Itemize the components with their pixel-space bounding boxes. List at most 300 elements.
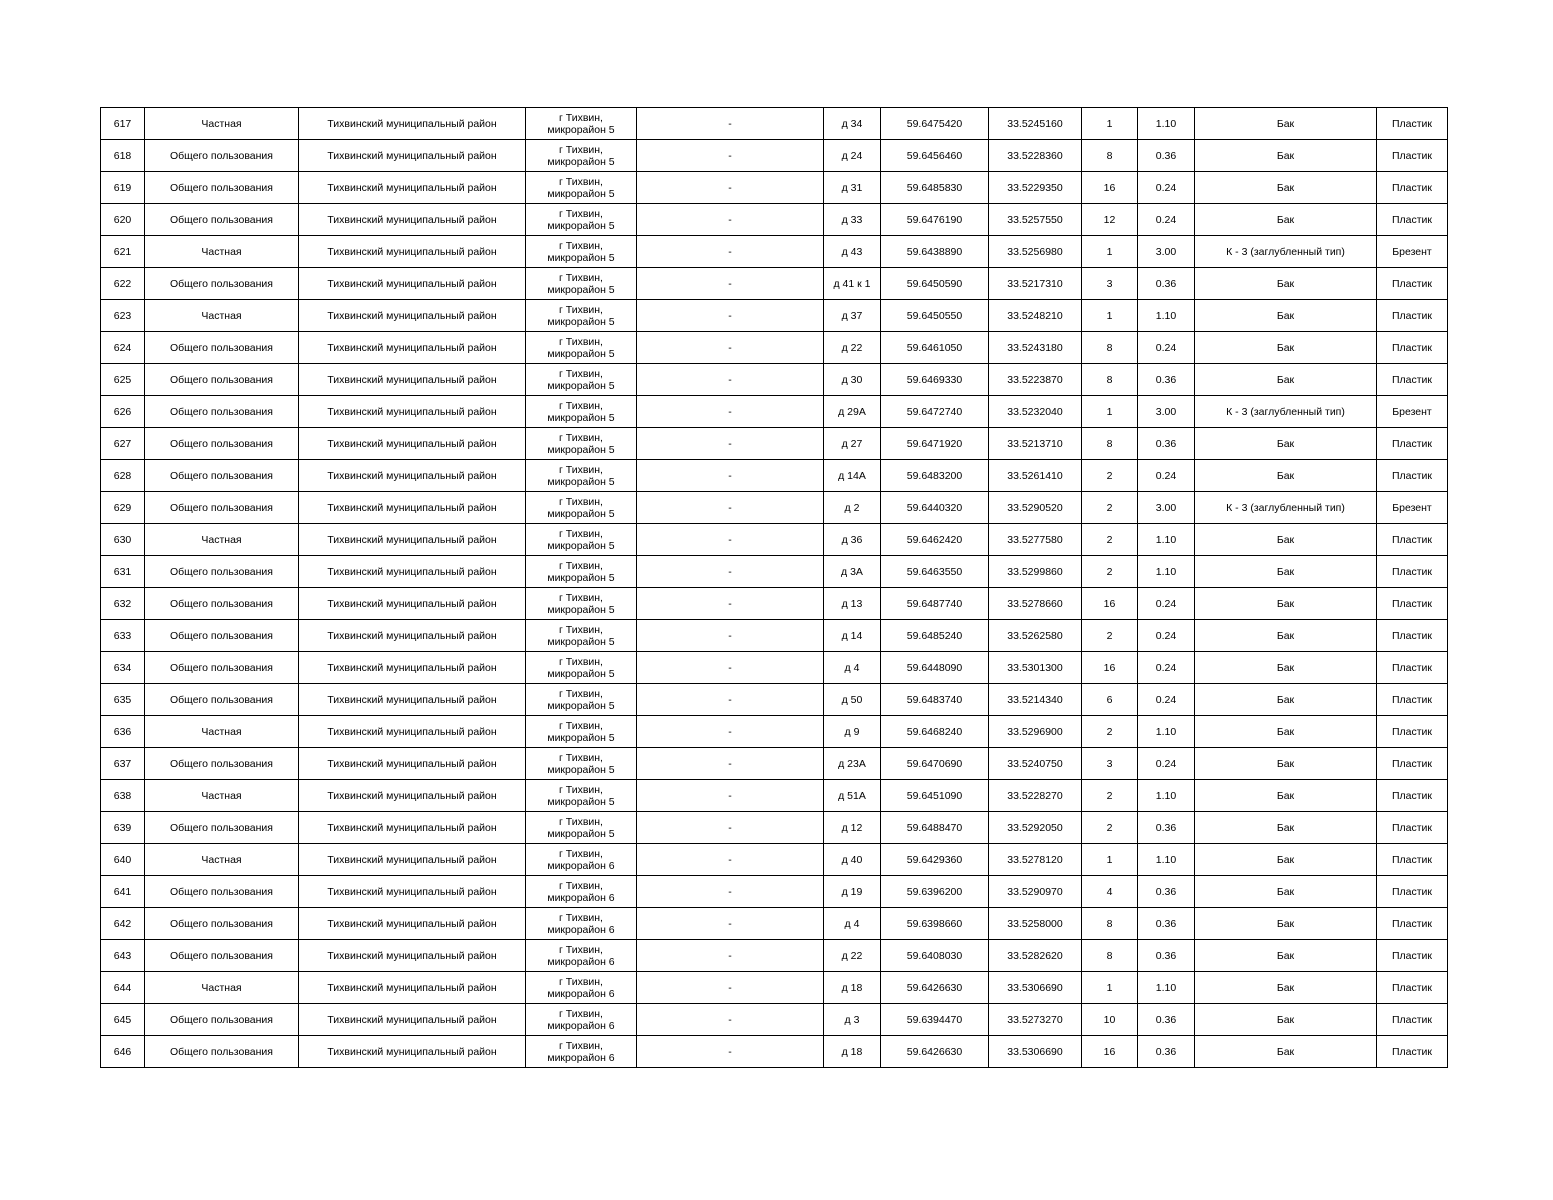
longitude-cell: 33.5214340	[989, 684, 1082, 716]
latitude-cell: 59.6483740	[881, 684, 989, 716]
locality-cell	[526, 940, 637, 972]
house-cell: д 36	[824, 524, 881, 556]
container-volume-cell: 1.10	[1138, 108, 1195, 140]
container-volume-cell: 0.24	[1138, 332, 1195, 364]
latitude-cell: 59.6488470	[881, 812, 989, 844]
container-count-cell: 2	[1082, 812, 1138, 844]
longitude-cell: 33.5261410	[989, 460, 1082, 492]
street-cell: -	[637, 364, 824, 396]
container-volume-cell: 0.24	[1138, 652, 1195, 684]
longitude-cell: 33.5243180	[989, 332, 1082, 364]
locality-cell	[526, 236, 637, 268]
container-count-cell: 8	[1082, 364, 1138, 396]
container-type-cell: Бак	[1195, 652, 1377, 684]
locality-microdistrict: микрорайон 5	[547, 155, 615, 168]
row-number-cell: 618	[101, 140, 145, 172]
row-number-cell: 631	[101, 556, 145, 588]
longitude-cell: 33.5256980	[989, 236, 1082, 268]
container-material-cell: Брезент	[1377, 236, 1448, 268]
latitude-cell: 59.6487740	[881, 588, 989, 620]
district-cell: Тихвинский муниципальный район	[299, 940, 526, 972]
longitude-cell: 33.5296900	[989, 716, 1082, 748]
locality-city: г Тихвин,	[559, 815, 603, 828]
longitude-cell: 33.5290970	[989, 876, 1082, 908]
latitude-cell: 59.6476190	[881, 204, 989, 236]
locality-city: г Тихвин,	[559, 143, 603, 156]
longitude-cell: 33.5301300	[989, 652, 1082, 684]
locality-microdistrict: микрорайон 5	[547, 635, 615, 648]
container-material-cell: Пластик	[1377, 684, 1448, 716]
container-type-cell: Бак	[1195, 588, 1377, 620]
locality-cell	[526, 780, 637, 812]
latitude-cell: 59.6475420	[881, 108, 989, 140]
locality-microdistrict: микрорайон 5	[547, 347, 615, 360]
house-cell: д 14А	[824, 460, 881, 492]
locality-cell	[526, 268, 637, 300]
row-number-cell: 619	[101, 172, 145, 204]
locality-cell	[526, 364, 637, 396]
container-type-cell: Бак	[1195, 620, 1377, 652]
container-volume-cell: 0.36	[1138, 908, 1195, 940]
container-type-cell: Бак	[1195, 332, 1377, 364]
locality-microdistrict: микрорайон 5	[547, 315, 615, 328]
locality-microdistrict: микрорайон 6	[547, 891, 615, 904]
table-row	[101, 716, 1448, 748]
container-material-cell: Брезент	[1377, 492, 1448, 524]
locality-microdistrict: микрорайон 5	[547, 411, 615, 424]
row-number-cell: 638	[101, 780, 145, 812]
longitude-cell: 33.5277580	[989, 524, 1082, 556]
house-cell: д 9	[824, 716, 881, 748]
container-type-cell: Бак	[1195, 876, 1377, 908]
container-count-cell: 2	[1082, 556, 1138, 588]
district-cell: Тихвинский муниципальный район	[299, 652, 526, 684]
longitude-cell: 33.5217310	[989, 268, 1082, 300]
row-number-cell: 629	[101, 492, 145, 524]
container-material-cell: Пластик	[1377, 972, 1448, 1004]
latitude-cell: 59.6469330	[881, 364, 989, 396]
container-count-cell: 1	[1082, 972, 1138, 1004]
locality-microdistrict: микрорайон 5	[547, 379, 615, 392]
locality-cell	[526, 748, 637, 780]
house-cell: д 18	[824, 972, 881, 1004]
district-cell: Тихвинский муниципальный район	[299, 876, 526, 908]
locality-cell	[526, 812, 637, 844]
street-cell: -	[637, 460, 824, 492]
container-count-cell: 1	[1082, 300, 1138, 332]
container-volume-cell: 0.36	[1138, 1036, 1195, 1068]
locality-cell	[526, 620, 637, 652]
site-type-cell: Частная	[145, 236, 299, 268]
latitude-cell: 59.6470690	[881, 748, 989, 780]
container-material-cell: Пластик	[1377, 620, 1448, 652]
district-cell: Тихвинский муниципальный район	[299, 716, 526, 748]
latitude-cell: 59.6450590	[881, 268, 989, 300]
locality-microdistrict: микрорайон 5	[547, 283, 615, 296]
container-volume-cell: 1.10	[1138, 844, 1195, 876]
table-row	[101, 812, 1448, 844]
street-cell: -	[637, 556, 824, 588]
table-row	[101, 332, 1448, 364]
locality-cell	[526, 204, 637, 236]
house-cell: д 4	[824, 908, 881, 940]
container-material-cell: Пластик	[1377, 844, 1448, 876]
street-cell: -	[637, 428, 824, 460]
house-cell: д 12	[824, 812, 881, 844]
table-row	[101, 556, 1448, 588]
locality-city: г Тихвин,	[559, 943, 603, 956]
locality-cell	[526, 140, 637, 172]
locality-cell	[526, 972, 637, 1004]
table-row	[101, 1004, 1448, 1036]
locality-city: г Тихвин,	[559, 1007, 603, 1020]
district-cell: Тихвинский муниципальный район	[299, 140, 526, 172]
table-row	[101, 204, 1448, 236]
street-cell: -	[637, 140, 824, 172]
locality-cell	[526, 460, 637, 492]
longitude-cell: 33.5232040	[989, 396, 1082, 428]
container-volume-cell: 0.36	[1138, 940, 1195, 972]
row-number-cell: 640	[101, 844, 145, 876]
site-type-cell: Общего пользования	[145, 1036, 299, 1068]
district-cell: Тихвинский муниципальный район	[299, 268, 526, 300]
row-number-cell: 624	[101, 332, 145, 364]
house-cell: д 27	[824, 428, 881, 460]
latitude-cell: 59.6429360	[881, 844, 989, 876]
street-cell: -	[637, 300, 824, 332]
locality-city: г Тихвин,	[559, 495, 603, 508]
locality-cell	[526, 844, 637, 876]
container-material-cell: Пластик	[1377, 1036, 1448, 1068]
row-number-cell: 627	[101, 428, 145, 460]
row-number-cell: 643	[101, 940, 145, 972]
table-row	[101, 652, 1448, 684]
district-cell: Тихвинский муниципальный район	[299, 332, 526, 364]
locality-cell	[526, 588, 637, 620]
house-cell: д 3	[824, 1004, 881, 1036]
longitude-cell: 33.5240750	[989, 748, 1082, 780]
container-type-cell: Бак	[1195, 908, 1377, 940]
container-count-cell: 16	[1082, 588, 1138, 620]
table-row	[101, 524, 1448, 556]
row-number-cell: 644	[101, 972, 145, 1004]
locality-microdistrict: микрорайон 5	[547, 731, 615, 744]
locality-city: г Тихвин,	[559, 399, 603, 412]
row-number-cell: 623	[101, 300, 145, 332]
longitude-cell: 33.5258000	[989, 908, 1082, 940]
container-material-cell: Пластик	[1377, 556, 1448, 588]
locality-city: г Тихвин,	[559, 271, 603, 284]
locality-microdistrict: микрорайон 5	[547, 603, 615, 616]
locality-city: г Тихвин,	[559, 239, 603, 252]
container-count-cell: 2	[1082, 524, 1138, 556]
street-cell: -	[637, 844, 824, 876]
locality-cell	[526, 908, 637, 940]
locality-cell	[526, 300, 637, 332]
site-type-cell: Общего пользования	[145, 364, 299, 396]
site-type-cell: Общего пользования	[145, 428, 299, 460]
table-row	[101, 140, 1448, 172]
container-volume-cell: 0.36	[1138, 876, 1195, 908]
container-sites-table	[100, 107, 1448, 1068]
street-cell: -	[637, 524, 824, 556]
container-material-cell: Пластик	[1377, 300, 1448, 332]
table-row	[101, 620, 1448, 652]
container-count-cell: 8	[1082, 940, 1138, 972]
container-count-cell: 2	[1082, 780, 1138, 812]
district-cell: Тихвинский муниципальный район	[299, 844, 526, 876]
locality-city: г Тихвин,	[559, 783, 603, 796]
container-count-cell: 12	[1082, 204, 1138, 236]
locality-cell	[526, 1036, 637, 1068]
container-material-cell: Пластик	[1377, 588, 1448, 620]
district-cell: Тихвинский муниципальный район	[299, 1004, 526, 1036]
locality-city: г Тихвин,	[559, 1039, 603, 1052]
locality-microdistrict: микрорайон 6	[547, 1051, 615, 1064]
locality-city: г Тихвин,	[559, 367, 603, 380]
container-type-cell: Бак	[1195, 300, 1377, 332]
district-cell: Тихвинский муниципальный район	[299, 908, 526, 940]
house-cell: д 51А	[824, 780, 881, 812]
container-type-cell: Бак	[1195, 524, 1377, 556]
latitude-cell: 59.6438890	[881, 236, 989, 268]
container-volume-cell: 0.24	[1138, 588, 1195, 620]
site-type-cell: Частная	[145, 716, 299, 748]
locality-city: г Тихвин,	[559, 687, 603, 700]
locality-cell	[526, 556, 637, 588]
house-cell: д 41 к 1	[824, 268, 881, 300]
row-number-cell: 639	[101, 812, 145, 844]
district-cell: Тихвинский муниципальный район	[299, 300, 526, 332]
container-volume-cell: 3.00	[1138, 396, 1195, 428]
locality-city: г Тихвин,	[559, 751, 603, 764]
longitude-cell: 33.5228360	[989, 140, 1082, 172]
longitude-cell: 33.5278660	[989, 588, 1082, 620]
longitude-cell: 33.5262580	[989, 620, 1082, 652]
district-cell: Тихвинский муниципальный район	[299, 684, 526, 716]
row-number-cell: 634	[101, 652, 145, 684]
container-count-cell: 8	[1082, 332, 1138, 364]
container-type-cell: Бак	[1195, 972, 1377, 1004]
table-row	[101, 172, 1448, 204]
container-material-cell: Пластик	[1377, 716, 1448, 748]
site-type-cell: Общего пользования	[145, 556, 299, 588]
locality-cell	[526, 428, 637, 460]
locality-city: г Тихвин,	[559, 847, 603, 860]
container-type-cell: К - 3 (заглубленный тип)	[1195, 396, 1377, 428]
street-cell: -	[637, 652, 824, 684]
locality-microdistrict: микрорайон 5	[547, 123, 615, 136]
street-cell: -	[637, 876, 824, 908]
street-cell: -	[637, 748, 824, 780]
locality-microdistrict: микрорайон 5	[547, 699, 615, 712]
latitude-cell: 59.6462420	[881, 524, 989, 556]
house-cell: д 33	[824, 204, 881, 236]
locality-microdistrict: микрорайон 5	[547, 475, 615, 488]
row-number-cell: 620	[101, 204, 145, 236]
table-row	[101, 268, 1448, 300]
container-count-cell: 1	[1082, 236, 1138, 268]
container-type-cell: Бак	[1195, 844, 1377, 876]
container-type-cell: Бак	[1195, 1036, 1377, 1068]
street-cell: -	[637, 684, 824, 716]
container-material-cell: Пластик	[1377, 268, 1448, 300]
container-material-cell: Пластик	[1377, 812, 1448, 844]
locality-cell	[526, 876, 637, 908]
container-material-cell: Пластик	[1377, 204, 1448, 236]
container-type-cell: Бак	[1195, 204, 1377, 236]
locality-city: г Тихвин,	[559, 719, 603, 732]
district-cell: Тихвинский муниципальный район	[299, 972, 526, 1004]
row-number-cell: 617	[101, 108, 145, 140]
container-type-cell: Бак	[1195, 684, 1377, 716]
district-cell: Тихвинский муниципальный район	[299, 204, 526, 236]
house-cell: д 40	[824, 844, 881, 876]
district-cell: Тихвинский муниципальный район	[299, 236, 526, 268]
table-row	[101, 684, 1448, 716]
locality-microdistrict: микрорайон 6	[547, 987, 615, 1000]
house-cell: д 3А	[824, 556, 881, 588]
container-count-cell: 1	[1082, 396, 1138, 428]
site-type-cell: Общего пользования	[145, 140, 299, 172]
street-cell: -	[637, 972, 824, 1004]
house-cell: д 43	[824, 236, 881, 268]
house-cell: д 23А	[824, 748, 881, 780]
latitude-cell: 59.6440320	[881, 492, 989, 524]
container-material-cell: Пластик	[1377, 172, 1448, 204]
container-type-cell: Бак	[1195, 812, 1377, 844]
container-type-cell: Бак	[1195, 748, 1377, 780]
container-volume-cell: 0.36	[1138, 268, 1195, 300]
longitude-cell: 33.5213710	[989, 428, 1082, 460]
district-cell: Тихвинский муниципальный район	[299, 460, 526, 492]
table-row	[101, 588, 1448, 620]
locality-cell	[526, 716, 637, 748]
locality-city: г Тихвин,	[559, 431, 603, 444]
street-cell: -	[637, 780, 824, 812]
container-volume-cell: 0.36	[1138, 428, 1195, 460]
locality-microdistrict: микрорайон 6	[547, 923, 615, 936]
container-material-cell: Брезент	[1377, 396, 1448, 428]
locality-city: г Тихвин,	[559, 207, 603, 220]
latitude-cell: 59.6450550	[881, 300, 989, 332]
locality-microdistrict: микрорайон 5	[547, 763, 615, 776]
site-type-cell: Общего пользования	[145, 268, 299, 300]
row-number-cell: 636	[101, 716, 145, 748]
locality-microdistrict: микрорайон 5	[547, 539, 615, 552]
latitude-cell: 59.6461050	[881, 332, 989, 364]
latitude-cell: 59.6426630	[881, 1036, 989, 1068]
latitude-cell: 59.6426630	[881, 972, 989, 1004]
longitude-cell: 33.5299860	[989, 556, 1082, 588]
container-type-cell: Бак	[1195, 140, 1377, 172]
street-cell: -	[637, 1004, 824, 1036]
table-row	[101, 108, 1448, 140]
locality-city: г Тихвин,	[559, 879, 603, 892]
house-cell: д 18	[824, 1036, 881, 1068]
site-type-cell: Общего пользования	[145, 876, 299, 908]
locality-microdistrict: микрорайон 5	[547, 827, 615, 840]
site-type-cell: Общего пользования	[145, 1004, 299, 1036]
container-material-cell: Пластик	[1377, 108, 1448, 140]
site-type-cell: Общего пользования	[145, 684, 299, 716]
table-row	[101, 1036, 1448, 1068]
container-count-cell: 4	[1082, 876, 1138, 908]
locality-city: г Тихвин,	[559, 655, 603, 668]
container-count-cell: 1	[1082, 108, 1138, 140]
locality-cell	[526, 524, 637, 556]
site-type-cell: Общего пользования	[145, 620, 299, 652]
latitude-cell: 59.6396200	[881, 876, 989, 908]
district-cell: Тихвинский муниципальный район	[299, 524, 526, 556]
site-type-cell: Общего пользования	[145, 588, 299, 620]
container-volume-cell: 3.00	[1138, 492, 1195, 524]
locality-cell	[526, 172, 637, 204]
district-cell: Тихвинский муниципальный район	[299, 396, 526, 428]
container-count-cell: 8	[1082, 428, 1138, 460]
latitude-cell: 59.6471920	[881, 428, 989, 460]
latitude-cell: 59.6451090	[881, 780, 989, 812]
table-body	[101, 108, 1448, 1068]
longitude-cell: 33.5229350	[989, 172, 1082, 204]
longitude-cell: 33.5248210	[989, 300, 1082, 332]
container-type-cell: Бак	[1195, 172, 1377, 204]
container-type-cell: Бак	[1195, 1004, 1377, 1036]
table-row	[101, 492, 1448, 524]
row-number-cell: 625	[101, 364, 145, 396]
locality-cell	[526, 1004, 637, 1036]
longitude-cell: 33.5228270	[989, 780, 1082, 812]
container-count-cell: 10	[1082, 1004, 1138, 1036]
container-volume-cell: 0.24	[1138, 204, 1195, 236]
container-type-cell: Бак	[1195, 460, 1377, 492]
site-type-cell: Общего пользования	[145, 396, 299, 428]
locality-cell	[526, 652, 637, 684]
house-cell: д 19	[824, 876, 881, 908]
longitude-cell: 33.5245160	[989, 108, 1082, 140]
container-volume-cell: 0.36	[1138, 1004, 1195, 1036]
site-type-cell: Общего пользования	[145, 812, 299, 844]
house-cell: д 22	[824, 332, 881, 364]
table-row	[101, 428, 1448, 460]
locality-city: г Тихвин,	[559, 623, 603, 636]
site-type-cell: Частная	[145, 972, 299, 1004]
container-type-cell: К - 3 (заглубленный тип)	[1195, 492, 1377, 524]
locality-microdistrict: микрорайон 5	[547, 251, 615, 264]
locality-microdistrict: микрорайон 5	[547, 795, 615, 808]
district-cell: Тихвинский муниципальный район	[299, 1036, 526, 1068]
longitude-cell: 33.5223870	[989, 364, 1082, 396]
district-cell: Тихвинский муниципальный район	[299, 812, 526, 844]
locality-cell	[526, 492, 637, 524]
locality-city: г Тихвин,	[559, 175, 603, 188]
row-number-cell: 642	[101, 908, 145, 940]
house-cell: д 13	[824, 588, 881, 620]
container-volume-cell: 0.24	[1138, 172, 1195, 204]
latitude-cell: 59.6472740	[881, 396, 989, 428]
locality-microdistrict: микрорайон 5	[547, 571, 615, 584]
container-count-cell: 6	[1082, 684, 1138, 716]
locality-microdistrict: микрорайон 5	[547, 667, 615, 680]
container-volume-cell: 0.24	[1138, 748, 1195, 780]
locality-city: г Тихвин,	[559, 303, 603, 316]
container-volume-cell: 0.24	[1138, 684, 1195, 716]
house-cell: д 14	[824, 620, 881, 652]
locality-microdistrict: микрорайон 6	[547, 955, 615, 968]
longitude-cell: 33.5282620	[989, 940, 1082, 972]
street-cell: -	[637, 812, 824, 844]
container-type-cell: Бак	[1195, 556, 1377, 588]
